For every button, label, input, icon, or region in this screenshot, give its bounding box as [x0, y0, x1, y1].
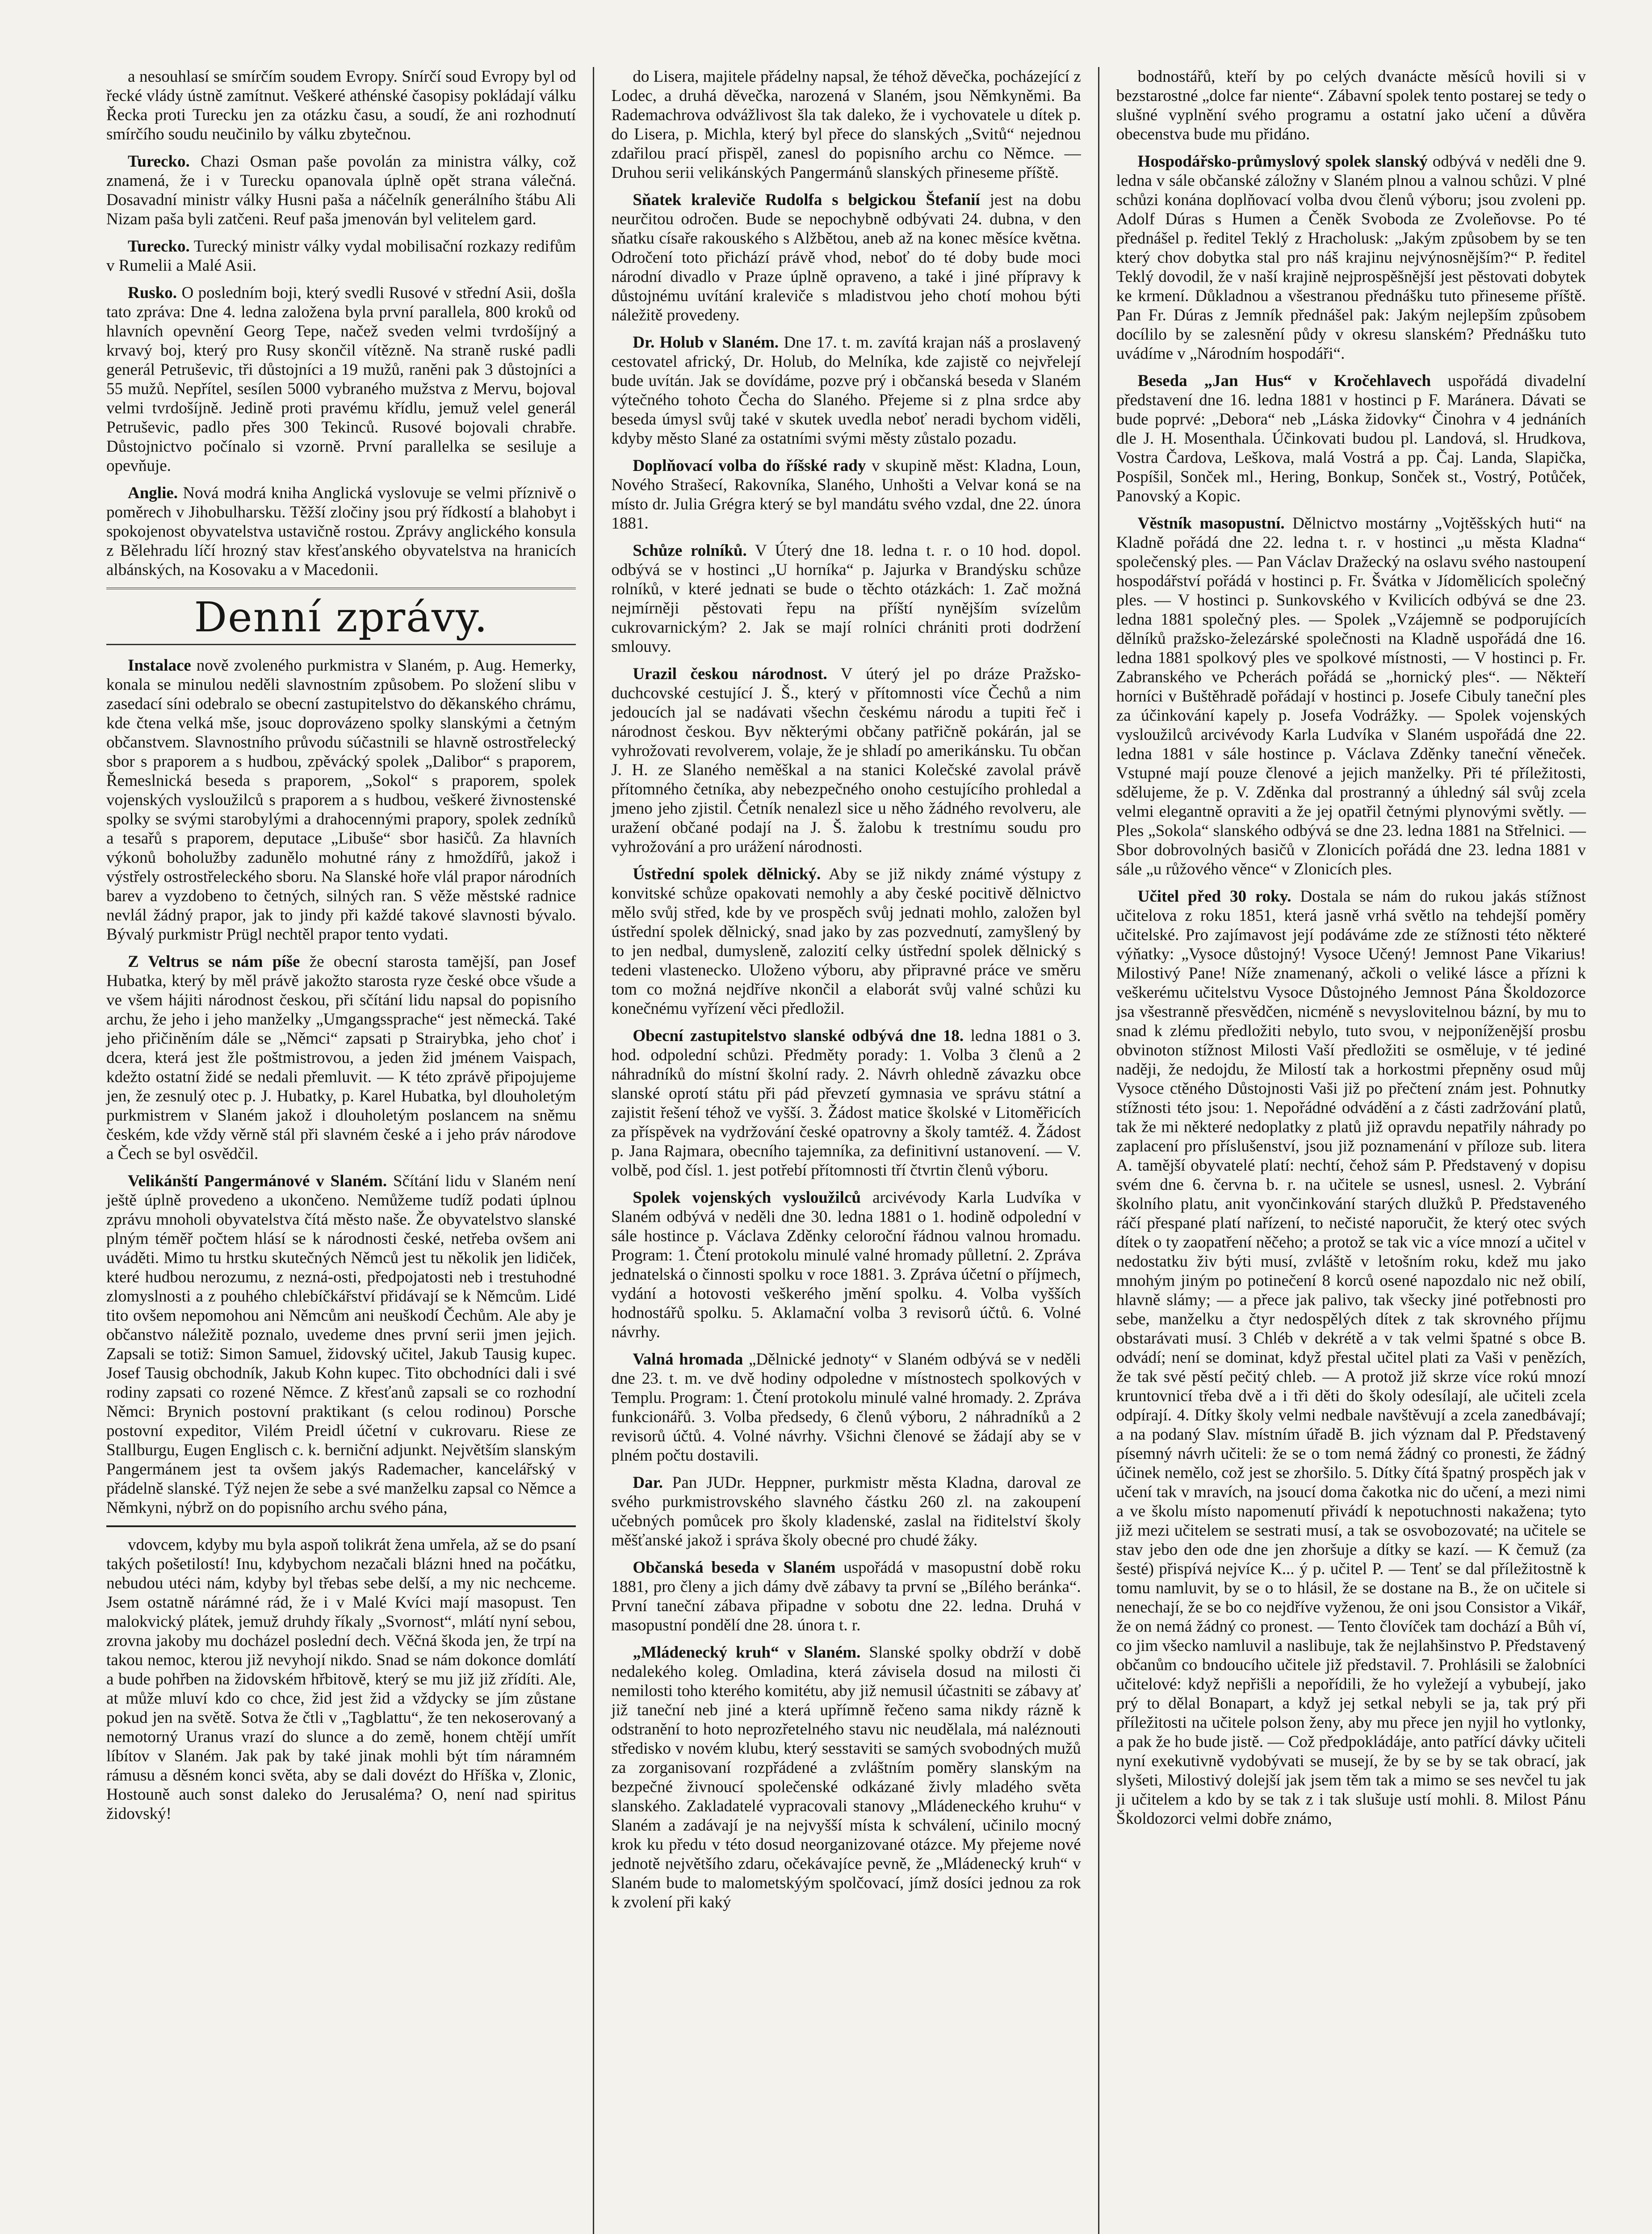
column-1-local-news	[106, 656, 576, 1517]
paragraph: Z Veltrus se nám píše že obecní starosta tamější, pan Josef Hubatka, který by měl právě jakožto starosta ryze české obce všude a ve všem hájiti národnost českou, při sčítání lidu napsal do popisního archu, že jeho i jeho manželky „Umgangssprache“ jest německá. Také jeho přičiněním dále se „Němci“ zapsati p Strairybka, jeho choť i dcera, která jest žle poštmistrovou, a jeden žid jménem Vaispach, kdežto ostatní židé se nedali přemluvit. — K této zprávě připojujeme jen, že zesnulý otec p. J. Hubatky, p. Karel Hubatka, byl dlouholetým purkmistrem v Slaném jakož i dlouholetým poslancem na sněmu českém, kde vždy věrně stál při slavném české a i jeho práv národove a Čech se byl osvědčil.	[106, 953, 576, 1163]
paragraph: Urazil českou národnost. V úterý jel po dráze Pražsko-duchcovské cestující J. Š., který v přítomnosti více Čechů a nim jedoucích jal se nadávati všechn českému národu a tupiti řeč i národnost českou. Byv některými občany patřičně pokárán, jal se vyhrožovati revolverem, volaje, že je shladí po amerikánsku. Tu občan J. H. ze Slaného neměškal a na stanici Kolečské zavolal právě přítomného četníka, aby nebezpečného onoho cestujícího prohledal a jmeno jeho zjistil. Četník nenalezl sice u něho žádného revolveru, ale uražení občané podají na J. Š. žalobu k trestnímu soudu pro vyhrožování a pro urážení národnosti.	[611, 665, 1081, 856]
paragraph: Anglie. Nová modrá kniha Anglická vyslovuje se velmi příznivě o poměrech v Jihobulharsku. Těžší zločiny jsou prý řídkostí a blahobyt i spokojenost obyvatelstva ustavičně rostou. Zprávy anglického konsula z Bělehradu líčí hrozný stav křesťanského obyvatelstva na hranicích albánských, na Kosovaku a v Macedonii.	[106, 484, 576, 579]
column-2	[594, 67, 1099, 2234]
paragraph: Turecko. Chazi Osman paše povolán za ministra války, což znamená, že i v Turecku opanovala úplně opět strana válečná. Dosavadní ministr války Husni paša a náčelník generálního štábu Ali Nizam paša byli zatčeni. Reuf paša jmenován byl velitelem gard.	[106, 152, 576, 228]
paragraph: do Lisera, majitele přádelny napsal, že téhož děvečka, pocházející z Lodec, a druhá děvečka, narozená v Slaném, jsou Němkyněmi. Ba Rademachrova odvážlivost šla tak daleko, že i vychovatele u dítek p. do Lisera, p. Michla, který byl přece do slanských „Svitů“ nejednou zdařilou prací přispěl, zanesl do popisního archu co Němce. — Druhou serii velikánských Pangermánů slanských přineseme příště.	[611, 67, 1081, 182]
paragraph: Dar. Pan JUDr. Heppner, purkmistr města Kladna, daroval ze svého purkmistrovského slavného částku 260 zl. na zakoupení učebných pomůcek pro školy kladenské, zaslal na řiditelství školy měšťanské jakož i správa školy obecné pro chudé žáky.	[611, 1474, 1081, 1550]
paragraph: Občanská beseda v Slaném uspořádá v masopustní době roku 1881, pro členy a jich dámy dvě zábavy ta první se „Bílého beránka“. První taneční zábava připadne v sobotu dne 22. ledna. Druhá v masopustní pondělí dne 28. února t. r.	[611, 1558, 1081, 1634]
paragraph: Velikánští Pangermánové v Slaném. Sčítání lidu v Slaném není ještě úplně provedeno a ukončeno. Nemůžeme tudíž podati úplnou zprávu mnoholi obyvatelstva čítá město naše. Že obyvatelstvo slanské plným téměř počtem hlásí se k národnosti české, netřeba ovšem ani uváděti. Mimo tu hrstku skutečných Němců jest tu několik jen lidiček, které hudbou nerozumu, z nezná-osti, předpojatosti neb i trestuhodné zlomyslnosti a z pouhého chlebíčkářství přidávají se k Němcům. Lidé tito ovšem nepomohou ani Němcům ani neuškodí Čechům. Ale aby je občanstvo náležitě poznalo, uvedeme dnes první serii jmen jejich. Zapsali se totiž: Simon Samuel, židovský učitel, Jakub Tausig kupec. Josef Tausig obchodník, Jakub Kohn kupec. Tito obchodníci dali i své rodiny zapsati co rozené Němce. Z křesťanů zapsali se co rozhodní Němci: Brynich postovní praktikant (s celou rodinou) Porsche postovní expeditor, Vilém Preidl účetní v cukrovaru. Riese ze Stallburgu, Eugen Englisch c. k. berniční adjunkt. Největším slanským Pangermánem jest ta ovšem jakýs Rademacher, kancelářský v přádelně slanské. Týž nejen že sebe a své manželku zapsal co Němce a Němkyni, nýbrž on do popisního archu svého pána,	[106, 1172, 576, 1517]
paragraph: Schůze rolníků. V Úterý dne 18. ledna t. r. o 10 hod. dopol. odbývá se v hostinci „U horníka“ p. Jajurka v Brandýsku schůze rolníků, v které jednati se bude o těchto otázkách: 1. Zač možná nejmírněji pěstovati řepu na příští nynějším svízelům cukrovarnickým? 2. Jak se mají rolníci chrániti proti dodržení smlouvy.	[611, 542, 1081, 656]
paragraph: Učitel před 30 roky. Dostala se nám do rukou jakás stížnost učitelova z roku 1851, která jasně vrhá světlo na tehdejší poměry učitelské. Pro zajímavost její podáváme zde ze stížnosti této některé výňatky: „Vysoce důstojný! Vysoce Učený! Jemnost Pane Vikarius! Milostivý Pane! Níže znamenaný, ačkoli o veliké lásce a přízni k veškerému učitelstvu Vysoce Důstojného Jemnost Pána Školdozorce jsa všestranně přesvědčen, nicméně s nevyslovitelnou bázní, by mu to snad k zlému předložiti nebylo, tuto svou, v nejponíženější prosbu obvinoton stížnost Milosti Vaší předložiti se osměluje, v té jediné naději, že nedojdu, že Milostí tak a horkostmi přepněny osud můj Vysoce ctěného Důstojnosti Vaši již po přečtení znám jest. Pohnutky stížnosti této jsou: 1. Nepořádné odvádění a z části zadržování platů, tak že mi některé nedoplatky z platů již opravdu nepatřily náhrady po zaplacení pro příslušenství, jsou již poznamenání v příloze sub. litera A. tamější obyvatelé platí: nechtí, čehož sám P. Představený v dopisu svém dne 6. června b. r. na učitele se usnesl, usnesl. 2. Vybrání školního platu, anit vyončinkování starých dlužků P. Představeného ráčí přespané platí nařízení, to nečisté naporučit, že který otec svých dítek o ty zaopatření něčeho; a protož se tak vic a více mnozí a učitel v nedostatku živ býti musí, zvláště v letošním roku, kdež mu jako mnohým jiným po potinečení 8 korců osené napozdalo nic než obilí, hlavně slámy; — a přece jak palivo, tak všecky jiné potřebnosti pro sebe, manželku a čtyr nedospělých dítek z tak skrovného příjmu obstarávati musí. 3 Chléb v dekrétě a v tak velmi špatné s obce B. odvádí; není se dominat, když přestal učitel plati za Vaši v penězích, že tak své pěstí pečitý chleb. — A protož již skrze více rokú mnozí kruntovnicí třeba dvě a i tři děti do školy odesílají, ale učiteli zcela odpírají. 4. Dítky školy velmi nedbale navštěvují a zcela zanedbávají; a na podaný Slav. místním úřadě B. jich význam dal P. Představený písemný návrh učiteli: že se o tom nemá žádný co pronesti, že žádný účinek nemělo, což jest se zhoršilo. 5. Dítky čítá špatný prospěch jak v učení tak v mravích, na jsoucí doma čakotka nic do učení, a mezi nimi a ve školu místo napomenutí přivádí k nepotuchnosti nakažena; tyto již mezi učitelem se sestrati musí, a tak se osvobozovaté; na učitele se stav jebo den ode dne jen zhoršuje a dítky se kazí. — K čemuž (za šesté) přispívá nejvíce K... ý p. učitel P. — Tenť se dal příležitostně k tomu namluvit, by se o to hlásil, že se dostane na B., že on učitele si nenechají, že se bo co nejdříve vyženou, že oni jsou Consistor a Vikář, že on nemá žádný co pronest. — Tento človíček tam dochází a Bůh ví, co jim všecko namluvil a naslibuje, tak že nejlahšinstvo P. Představený občanům co bndoucího učitele již představil. 7. Prohlásili se žalobníci učitelové: když nepřišli a nepořídili, že ho vyležejí a vybubejí, jako prý to dělal Bonapart, a když jej setkal nebyli se ja, tak prý při příležitosti na učitele polson ženy, aby mu přece jen nyjil ho vytlonky, a pak že ho bude jistě. — Což předpokládáje, anto patřící dávky učiteli nyní exekutivně vydobývati se musejí, že by se by se tak obrací, jak slyšeti, Milostivý dolejší jak jsem těm tak a mimo se ses nevčel tu jak ji učitelem a kdo by se tak z i tak slušuje ustí mohli. 8. Milost Pánu Školdozorci velmi dobře známo,	[1116, 887, 1586, 1828]
column-1	[89, 67, 594, 2234]
paragraph: Dr. Holub v Slaném. Dne 17. t. m. zavítá krajan náš a proslavený cestovatel africký, Dr. Holub, do Melníka, kde zajistě co nejvřelejí bude uvítán. Jak se dovídáme, pozve prý i občanská beseda v Slaném výtečného tohoto Čecha do Slaného. Přejeme si z plna srdce aby beseda úmysl svůj také v skutek uvedla neboť neradi bychom viděli, kdyby město Slané za ostatními svými městy zůstalo pozadu.	[611, 333, 1081, 448]
paragraph: Valná hromada „Dělnické jednoty“ v Slaném odbývá se v neděli dne 23. t. m. ve dvě hodiny odpoledne v místnostech spolkových v Templu. Program: 1. Čtení protokolu minulé valné hromady. 2. Zpráva funkcionářů. 3. Volba předsedy, 6 členů výboru, 2 náhradníků a 2 revisorů účtů. 4. Volné návrhy. Všichni členové se žádají aby se v plném počtu dostavili.	[611, 1350, 1081, 1465]
section-title: Denní zprávy.	[106, 588, 576, 645]
paragraph: Ústřední spolek dělnický. Aby se již nikdy známé výstupy z konvitské schůze opakovati nemohly a aby české pocitivě dělnictvo mělo svůj střed, kde by ve prospěch svůj jednati mohlo, založen byl ústřední spolek dělnický, snad jako by zas pozvednutí, zamyšlený by to jen nedbal, dumysleně, zalozití celky ústřední spolek dělnický s tedeni vlastenecko. Uloženo výboru, aby připravné práce ve směru tom co možná nejdříve nkončil a elaborát svůj valné schůzi ku konečnému vyřízení věci předložil.	[611, 865, 1081, 1018]
column-1-news-top	[106, 67, 576, 579]
paragraph: a nesouhlasí se smírčím soudem Evropy. Snírčí soud Evropy byl od řecké vlády ústně zamítnut. Veškeré athénské časopisy pokládají válku Řecka proti Turecku jen za otázku času, a soudí, že ani rozhodnutí smírčího soudu neučinilo by válku zbytečnou.	[106, 67, 576, 143]
column-1-feuilleton	[106, 1535, 576, 1823]
paragraph: Spolek vojenských vysloužilců arcivévody Karla Ludvíka v Slaném odbývá v neděli dne 30. ledna 1881 o 1. hodině odpolední v sále hostince p. Václava Zděnky celoroční řádnou valnou hromadu. Program: 1. Čtení protokolu minulé valné hromady půlletní. 2. Zpráva jednatelská o činnosti spolku v roce 1881. 3. Zpráva účetní o příjmech, vydání a hotovosti veškerého jmění spolku. 4. Volba vyšších hodnostářů spolku. 5. Aklamační volba 3 revisorů účtů. 6. Volné návrhy.	[611, 1188, 1081, 1341]
paragraph: Instalace nově zvoleného purkmistra v Slaném, p. Aug. Hemerky, konala se minulou neděli slavnostním způsobem. Po složení slibu v zasedací síni odebralo se obecní zastupitelstvo do děkanského chrámu, kde čtena velká mše, jsouc doprovázeno spolky slanskými a četným občanstvem. Slavnostního průvodu súčastnili se hlavně ostrostřelecký sbor s praporem a s hudbou, zpěvácký spolek „Dalibor“ s praporem, Řemeslnická beseda s praporem, „Sokol“ s praporem, spolek vojenských vysloužilců s praporem a s hudbou, veškeré živnostenské spolky se svými starobylými a drahocennými prapory, spolek zedníků a tesařů s praporem, deputace „Libuše“ sbor hasičů. Za hlavních výkonů boholužby zadunělo mohutné rány z hmoždířů, jakož i výstřely ostrostřeleckého sboru. Na Slanské hoře vlál prapor národních barev a vyzdobeno to četných, silných ran. S věže městské radnice nevlál žádný prapor, jak to jindy při každé takové slavnosti bývalo. Bývalý purkmistr Prügl nechtěl prapor tento vydati.	[106, 656, 576, 944]
paragraph: Beseda „Jan Hus“ v Kročehlavech uspořádá divadelní představení dne 16. ledna 1881 v hostinci p F. Maránera. Dávati se bude poprvé: „Debora“ neb „Láska židovky“ Činohra v 4 jednáních dle J. H. Mosenthala. Účinkovati budou pl. Landová, sl. Hrudkova, Vostra Čardova, Leškova, malá Vostrá a pp. Čaj. Landa, Slapička, Pospíšil, Sonček ml., Hering, Bonkup, Sonček st., Vostrý, Potůček, Panovský a Kopic.	[1116, 372, 1586, 505]
paragraph: bodnostářů, kteří by po celých dvanácte měsíců hovili si v bezstarostné „dolce far niente“. Zábavní spolek tento postarej se tedy o slušné vyplnění svého programu a ostatní jako učení a důvěra obecenstva bude mu přidáno.	[1116, 67, 1586, 143]
paragraph: Obecní zastupitelstvo slanské odbývá dne 18. ledna 1881 o 3. hod. odpolední schůzi. Předměty porady: 1. Volba 3 členů a 2 náhradníků do místní školní rady. 2. Návrh ohledně závazku obce slanské oprotí státu při pád převzetí gymnasia ve správu státní a zajistit řešení téhož ve vyšší. 3. Žádost matice školské v Litoměřicích za příspěvek na vydržování české opatrovny a školy tamtéž. 4. Žádost p. Jana Rajmara, obecního tajemníka, za definitivní ustanovení. — V. volbě, pod čísl. 1. jest potřebí přítomnosti tří čtvrtin členů výboru.	[611, 1027, 1081, 1180]
columns	[89, 67, 1603, 2234]
column-3	[1099, 67, 1603, 2234]
paragraph: Turecko. Turecký ministr války vydal mobilisační rozkazy redifům v Rumelii a Malé Asii.	[106, 237, 576, 275]
paragraph: Doplňovací volba do říšské rady v skupině měst: Kladna, Loun, Nového Strašecí, Rakovníka, Slaného, Unhošti a Velvar koná se na místo dr. Julia Grégra který se byl mandátu svého vzdal, dne 22. února 1881.	[611, 457, 1081, 533]
paragraph: Sňatek kraleviče Rudolfa s belgickou Štefanií jest na dobu neurčitou odročen. Bude se nepochybně odbývati 24. dubna, v den sňatku císaře rakouského s Alžbětou, aneb až na konec měsíce května. Odročení toto přichází právě vhod, neboť do té doby bude moci národní divadlo v Praze úplně opraveno, a také i jiné přípravy k důstojnému uvítání kraleviče s mladistvou jeho chotí mohou býti náležitě provedeny.	[611, 191, 1081, 324]
paragraph: Hospodářsko-průmyslový spolek slanský odbývá v neděli dne 9. ledna v sále občanské záložny v Slaném plnou a valnou schůzi. V plné schůzi konána doplňovací volba dvou členů výboru; jsou zvoleni pp. Adolf Dúras s Humen a Čeněk Svoboda ze Zvoleňovse. Po té přednášel p. ředitel Teklý z Hracholusk: „Jakým způsobem by se ten který chov dobytka stal pro náš krajinu nejvýnosnějším?“ P. ředitel Teklý dovodil, že v naší krajině nejprospěšnější jest pěstovati dobytek ke krmení. Důkladnou a všestranou přednášku tuto přineseme příště. Pan Fr. Dúras z Jemník přednášel pak: Jakým nejlepším způsobem docílilo by se zalesnění půdy v okresu slanském? Přednášku tuto uvádíme v „Národním hospodáři“.	[1116, 152, 1586, 363]
divider	[106, 1525, 576, 1527]
paragraph: Rusko. O posledním boji, který svedli Rusové v střední Asii, došla tato zpráva: Dne 4. ledna založena byla první parallela, 800 kroků od hlavních opevnění Georg Tepe, načež sveden velmi tvrdošíjný a krvavý boj, který pro Rusy skončil vítězně. Na straně ruské padli generál Petruševic, tři důstojníci a 19 mužů, raněni pak 3 důstojníci a 55 mužů. Nepřítel, sesílen 5000 vybraného mužstva z Mervu, bojoval velmi tvrdošíjně. Jedině proti pravému křídlu, jemuž velel generál Petruševic, padlo přes 300 Tekinců. Rusové bojovali chrabře. Důstojnictvo počínalo si vzorně. První parallelka se sesiluje a opevňuje.	[106, 284, 576, 475]
paragraph: „Mládenecký kruh“ v Slaném. Slanské spolky obdrží v době nedalekého koleg. Omladina, která závisela dosud na milosti či nemilosti toho kterého komitétu, aby již nemusil účastniti se zábavy ať již taneční neb jiné a která upřímně řečeno sama nikdy rázně k odstranění to hoto neprozřetelného stavu nic neudělala, má naléznouti středisko v novém klubu, který sesstaviti se samých svobodných mužů za zorganisovaní rozpřádené a zvláštním poměry slanským na bezpečné živnoucí společenské odkázané živly mladého světa slanského. Zakladatelé vypracovali stanovy „Mládeneckého kruhu“ v Slaném a zadávají je na nejvyšší místa k schválení, učinilo mocný krok ku předu v této dosud neorganizované otázce. My přejeme nové jednotě největšího zdaru, očekávajíce pevně, že „Mládenecký kruh“ v Slaném bude to malometskýým spolčovací, jímž dosíci jednou za rok k zvolení při kaký	[611, 1643, 1081, 1911]
paragraph: vdovcem, kdyby mu byla aspoň tolikrát žena umřela, až se do psaní takých pošetilostí! Inu, kdybychom nezačali blázni hned na počátku, nebudou utéci nám, kdyby byl třebas sebe delší, a my nic nechceme. Jsem ostatně nárámné rád, že i v Malé Kvíci mají masopust. Ten malokvický plátek, jemuž druhdy říkaly „Svornost“, mlátí nyní sebou, zrovna jakoby mu docházel poslední dech. Věčná škoda jen, že trpí na takou nemoc, kterou již nevyhojí nikdo. Snad se nám dokonce domlátí a bude pohřben na židovském hřbitově, který se mu již již zřídíti. Ale, at může mluví kdo co chce, žid jest žid a vždycky se jím zůstane pokud jen na světě. Sotva že čtli v „Tagblattu“, že ten nekoserovaný a nemotorný Uranus vrazí do slunce a do země, honem chtějí umřít líbítov v Slaném. Jak pak by také jinak mohli být tím náramném rámusu a děsném konci světa, aby se dali dovézt do Hříška v, Zlonic, Hostouně auch sonst daleko do Jerusaléma? O, není nad spiritus židovský!	[106, 1536, 576, 1823]
paragraph: Věstník masopustní. Dělnictvo mostárny „Vojtěšských huti“ na Kladně pořádá dne 22. ledna t. r. v hostinci „u města Kladna“ společenský ples. — Pan Václav Dražecký na oslavu svého nastoupení hospodářství pořádá v hostinci p. Fr. Švátka v Jídomělicích společný ples. — V hostinci p. Sunkovského v Kvilicích odbývá se dne 23. ledna 1881 společný ples. — Spolek „Vzájemně se podporujících dělníků pražsko-železárské společnosti na Kladně uspořádá dne 16. ledna 1881 spolkový ples ve spolkové místnosti, — V hostinci p. Fr. Zabranského ve Pcherách pořádá se „hornický ples“. — Někteří horníci v Buštěhradě pořádají v hostinci p. Josefe Cibuly taneční ples za účinkování kapely p. Josefa Vodrážky. — Spolek vojenských vysloužilců arcivévody Karla Ludvíka v Slaném uspořádá dne 22. ledna 1881 v sále hostince p. Václava Zděnky taneční věneček. Vstupné mají pouze členové a jejich manželky. Při té příležitosti, sdělujeme, že p. V. Zděnka dal prostranný a úhledný sál svůj zcela velmi elegantně opraviti a že jej opatřil četnými plynovými světly. — Ples „Sokola“ slanského odbývá se dne 23. ledna 1881 na Střelnici. — Sbor dobrovolných basičů v Zlonicích pořádá dne 23. ledna 1881 v sále „u růžového věnce“ v Zlonicích ples.	[1116, 514, 1586, 878]
